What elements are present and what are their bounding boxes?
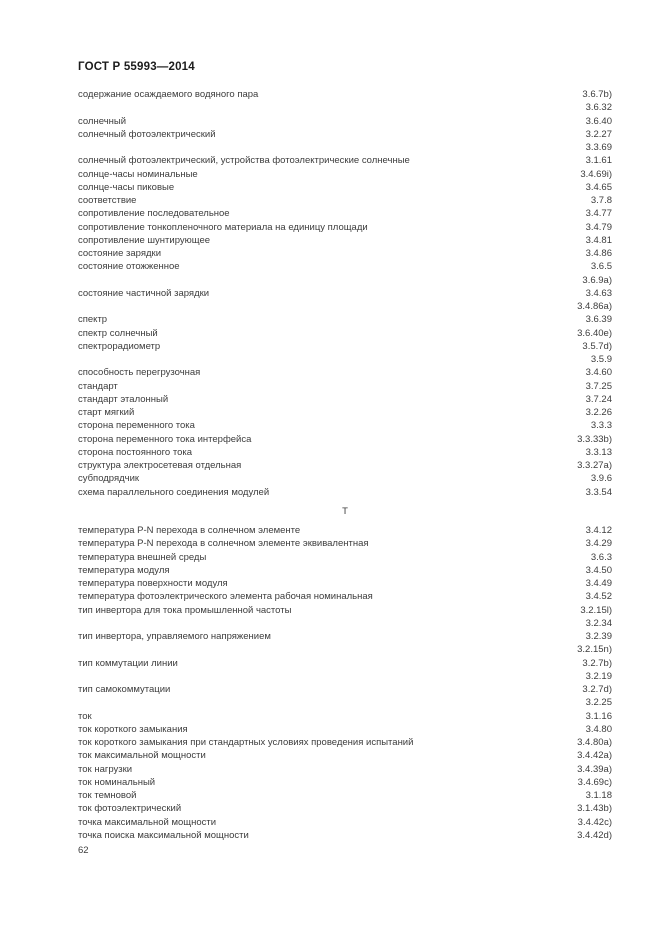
index-ref: 3.4.69i) — [580, 168, 612, 180]
index-term: ток максимальной мощности — [78, 750, 206, 762]
index-entry — [78, 696, 612, 709]
index-term: схема параллельного соединения модулей — [78, 486, 270, 498]
index-ref: 3.2.25 — [585, 697, 612, 709]
index-entry — [78, 340, 612, 353]
index-ref: 3.7.8 — [590, 195, 612, 206]
document-header: ГОСТ Р 55993—2014 — [78, 61, 195, 73]
index-ref: 3.2.15n) — [577, 644, 612, 656]
index-term: солнечный фотоэлектрический — [78, 128, 216, 140]
index-ref: 3.1.61 — [585, 155, 612, 167]
index-term: тип инвертора, управляемого напряжением — [78, 631, 271, 642]
index-ref: 3.4.79 — [585, 221, 612, 233]
index-ref: 3.2.19 — [585, 670, 612, 682]
index-term: тип инвертора для тока промышленной частоты — [78, 604, 292, 616]
index-entry — [78, 604, 612, 617]
index-ref: 3.4.86a) — [577, 301, 612, 312]
index-ref: 3.4.12 — [585, 525, 612, 536]
index-term: состояние зарядки — [78, 248, 162, 259]
index-ref: 3.2.7d) — [582, 684, 612, 695]
index-entry — [78, 736, 612, 749]
index-entry — [78, 472, 612, 485]
index-entry — [78, 327, 612, 340]
index-entry — [78, 577, 612, 590]
index-entry — [78, 590, 612, 603]
index-entry — [78, 459, 612, 472]
index-entry — [78, 657, 612, 670]
index-term: содержание осаждаемого водяного пара — [78, 89, 259, 100]
index-entry — [78, 260, 612, 273]
index-term: сторона переменного тока интерфейса — [78, 433, 252, 445]
index-entry — [78, 154, 612, 167]
index-ref: 3.2.7b) — [582, 657, 612, 669]
index-ref: 3.4.81 — [585, 234, 612, 246]
index-entry — [78, 207, 612, 220]
index-entry — [78, 393, 612, 406]
index-entry — [78, 274, 612, 287]
index-ref: 3.2.34 — [585, 617, 612, 629]
index-term: сторона переменного тока — [78, 420, 195, 432]
index-term: стандарт эталонный — [78, 393, 169, 405]
index-term: температура P-N перехода в солнечном элементе эквивалентная — [78, 538, 369, 550]
index-ref: 3.4.42d) — [577, 829, 612, 841]
index-ref: 3.4.77 — [585, 208, 612, 220]
index-entry — [78, 406, 612, 419]
index-term: температура модуля — [78, 564, 170, 576]
index-entry — [78, 128, 612, 141]
index-entry — [78, 749, 612, 762]
index-ref: 3.4.63 — [585, 287, 612, 299]
index-entry — [78, 181, 612, 194]
index-term: субподрядчик — [78, 473, 140, 485]
index-ref: 3.2.39 — [585, 631, 612, 642]
index-entry — [78, 446, 612, 459]
index-ref: 3.6.39 — [585, 314, 612, 326]
index-entry — [78, 829, 612, 842]
index-ref: 3.3.27a) — [577, 460, 612, 471]
index-entry — [78, 101, 612, 114]
index-term: тип самокоммутации — [78, 684, 171, 695]
index-term: ток короткого замыкания — [78, 723, 188, 735]
index-ref: 3.3.69 — [585, 142, 612, 153]
index-ref: 3.4.65 — [585, 181, 612, 193]
index-entry — [78, 234, 612, 247]
index-ref: 3.6.5 — [590, 261, 612, 273]
index-term: сопротивление последовательное — [78, 208, 230, 220]
index-entry — [78, 789, 612, 802]
index-term: стандарт — [78, 380, 118, 392]
index-term: старт мягкий — [78, 407, 135, 418]
index-term: температура поверхности модуля — [78, 578, 228, 589]
index-ref: 3.4.49 — [585, 578, 612, 589]
index-ref: 3.5.7d) — [582, 340, 612, 352]
index-entry — [78, 300, 612, 313]
index-term: тип коммутации линии — [78, 657, 178, 669]
index-ref: 3.2.27 — [585, 128, 612, 140]
index-term: солнечный фотоэлектрический, устройства фотоэлектрические солнечные — [78, 155, 410, 167]
index-entry — [78, 380, 612, 393]
index-entry — [78, 617, 612, 630]
index-ref: 3.6.3 — [590, 551, 612, 563]
index-entry — [78, 141, 612, 154]
index-ref: 3.4.29 — [585, 538, 612, 550]
index-entry — [78, 537, 612, 550]
index-ref: 3.4.39a) — [577, 763, 612, 775]
index-term: солнце-часы номинальные — [78, 168, 198, 180]
index-entry — [78, 366, 612, 379]
index-entry — [78, 683, 612, 696]
index-entry — [78, 723, 612, 736]
index-term: ток номинальный — [78, 776, 156, 788]
index-term: точка поиска максимальной мощности — [78, 829, 249, 841]
index-ref: 3.1.43b) — [577, 803, 612, 815]
index-term: сопротивление шунтирующее — [78, 234, 211, 246]
index-entry — [78, 313, 612, 326]
index-term: состояние отожженное — [78, 261, 180, 273]
index-term: способность перегрузочная — [78, 367, 201, 379]
index-entry — [78, 115, 612, 128]
index-term: сопротивление тонкопленочного материала на единицу площади — [78, 221, 368, 233]
index-term: структура электросетевая отдельная — [78, 460, 242, 471]
index-ref: 3.3.13 — [585, 446, 612, 458]
index-ref: 3.4.42a) — [577, 750, 612, 762]
index-ref: 3.4.86 — [585, 248, 612, 259]
index-ref: 3.5.9 — [590, 354, 612, 365]
index-ref: 3.3.54 — [585, 486, 612, 498]
index-ref: 3.6.40e) — [577, 327, 612, 339]
index-ref: 3.6.40 — [585, 115, 612, 127]
index-term: ток короткого замыкания при стандартных условиях проведения испытаний — [78, 737, 414, 748]
index-ref: 3.3.3 — [590, 420, 612, 432]
index-ref: 3.3.33b) — [577, 433, 612, 445]
index-term: сторона постоянного тока — [78, 446, 192, 458]
index-term: температура P-N перехода в солнечном элементе — [78, 525, 301, 536]
index-entry — [78, 670, 612, 683]
index-term: ток фотоэлектрический — [78, 803, 182, 815]
index-term: ток нагрузки — [78, 763, 133, 775]
index-term: солнце-часы пиковые — [78, 181, 175, 193]
index-ref: 3.4.80a) — [577, 737, 612, 748]
index-term: спектр солнечный — [78, 327, 158, 339]
index-ref: 3.1.16 — [585, 710, 612, 722]
index-term: точка максимальной мощности — [78, 816, 217, 828]
index-entry — [78, 353, 612, 366]
index-ref: 3.4.50 — [585, 564, 612, 576]
index-ref: 3.4.69c) — [577, 776, 612, 788]
index-ref: 3.2.15l) — [580, 604, 612, 616]
index-entry — [78, 524, 612, 537]
index-ref: 3.9.6 — [590, 473, 612, 485]
index-entry — [78, 221, 612, 234]
index-ref: 3.7.25 — [585, 380, 612, 392]
index-entry — [78, 816, 612, 829]
index-term: соответствие — [78, 195, 137, 206]
index-entry — [78, 247, 612, 260]
index-term: спектрорадиометр — [78, 340, 161, 352]
index-entry — [78, 168, 612, 181]
index-entry — [78, 710, 612, 723]
index-ref: 3.4.52 — [585, 591, 612, 603]
index-entry — [78, 433, 612, 446]
index-ref: 3.6.9a) — [582, 274, 612, 286]
index-entry — [78, 287, 612, 300]
index-entry — [78, 776, 612, 789]
index-term: температура фотоэлектрического элемента рабочая номинальная — [78, 591, 373, 603]
index-ref: 3.6.7b) — [582, 89, 612, 100]
index-term: температура внешней среды — [78, 551, 207, 563]
index-term: ток темновой — [78, 790, 137, 801]
index-list — [78, 88, 612, 842]
index-ref: 3.2.26 — [585, 407, 612, 418]
index-entry — [78, 763, 612, 776]
index-ref: 3.6.32 — [585, 102, 612, 114]
index-entry — [78, 419, 612, 432]
index-entry — [78, 486, 612, 499]
page-number: 62 — [78, 845, 89, 856]
index-entry — [78, 643, 612, 656]
index-ref: 3.1.18 — [585, 790, 612, 801]
index-term: спектр — [78, 314, 108, 326]
index-ref: 3.4.42c) — [577, 816, 612, 828]
index-ref: 3.7.24 — [585, 393, 612, 405]
index-term: солнечный — [78, 115, 127, 127]
index-term: ток — [78, 710, 92, 722]
index-entry — [78, 564, 612, 577]
index-ref: 3.4.60 — [585, 367, 612, 379]
index-entry — [78, 88, 612, 101]
index-entry — [78, 551, 612, 564]
index-entry — [78, 194, 612, 207]
index-ref: 3.4.80 — [585, 723, 612, 735]
index-term: состояние частичной зарядки — [78, 287, 210, 299]
index-entry — [78, 630, 612, 643]
index-entry — [78, 802, 612, 815]
letter-heading: Т — [342, 505, 348, 517]
